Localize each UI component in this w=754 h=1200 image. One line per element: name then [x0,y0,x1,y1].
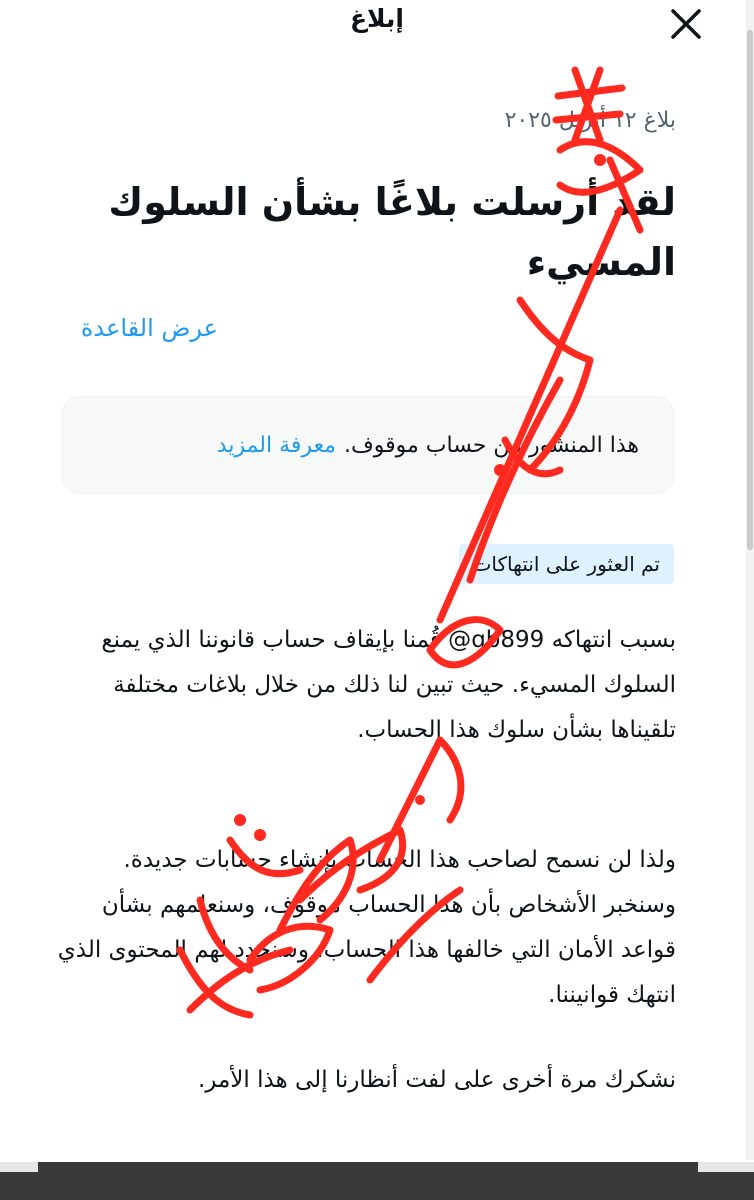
view-rule-link[interactable]: عرض القاعدة [80,314,218,342]
report-title: لقد أرسلت بلاغًا بشأن السلوك المسيء [108,180,676,284]
header-title: إبلاغ [349,4,405,33]
close-button[interactable] [666,6,706,42]
body-paragraph-1: بسبب انتهاكه qb899@ قُمنا بإيقاف حساب قانوننا الذي يمنع السلوك المسيء. حيث تبين لنا ذلك من خلال بلاغات مختلفة تلقيناها بشأن سلوك هذا الحساب. [101,627,676,743]
bottom-bar [0,1162,754,1200]
body-paragraph-3: نشكرك مرة أخرى على لفت أنظارنا إلى هذا الأمر. [197,1067,676,1093]
notice-box [62,396,674,494]
learn-more-link[interactable]: معرفة المزيد [216,432,336,458]
report-date: بلاغ ١٢ أبريل ٢٠٢٥ [504,108,676,133]
violation-badge: تم العثور على انتهاكات [459,544,674,584]
close-icon [669,7,703,41]
body-paragraph-2: ولذا لن نسمح لصاحب هذا الحساب بإنشاء حسابات جديدة. وسنخبر الأشخاص بأن هذا الحساب موقوف، وسنعلمهم بشأن قواعد الأمان التي خالفها هذا الحساب، وسنحدد لهم المحتوى الذي انتهك قوانيننا. [57,847,676,1008]
scrollbar-thumb[interactable] [747,30,753,550]
notice-text: هذا المنشور من حساب موقوف. [343,432,639,458]
report-header [0,0,754,48]
